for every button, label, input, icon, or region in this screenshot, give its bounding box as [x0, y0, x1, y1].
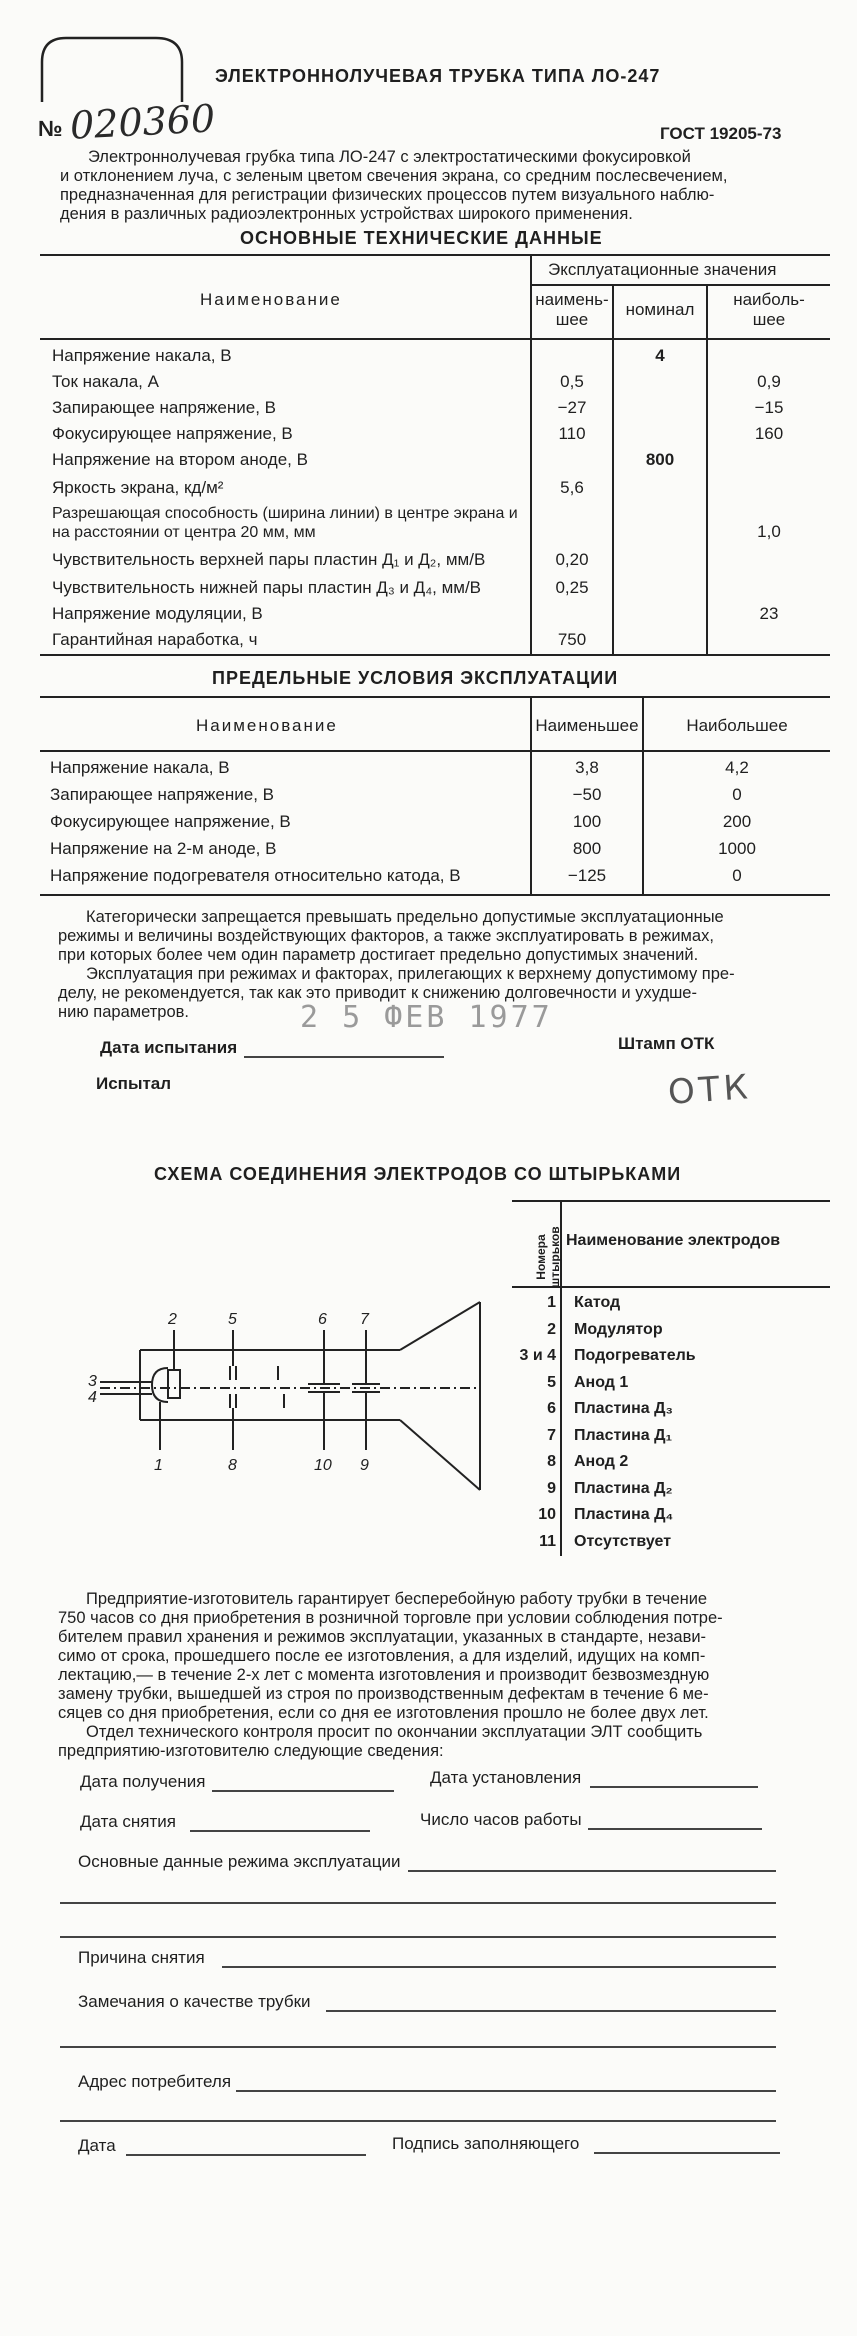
specs-col-name: Наименование [200, 290, 342, 309]
diagram-label-bottom-0: 1 [154, 1457, 163, 1474]
limits-row-max: 4,2 [725, 758, 749, 777]
specs-row-min: 0,25 [555, 578, 589, 597]
specs-row-nom: 4 [655, 346, 665, 365]
scheme-row-pin: 8 [547, 1453, 556, 1470]
scheme-row-pin: 7 [547, 1426, 556, 1444]
scheme-row-pin: 1 [547, 1294, 556, 1311]
scheme-row-name: Отсутствует [574, 1532, 672, 1550]
limits-col-min: Наименьшее [535, 716, 639, 735]
specs-row-name: Разрешающая способность (ширина линии) в центре экрана и на расстоянии от центра 20 мм, мм [52, 505, 518, 541]
specs-group-underline [530, 284, 830, 286]
limits-col-max: Наибольшее [686, 716, 788, 735]
diagram-label-bottom-3: 9 [360, 1457, 369, 1474]
warnings-paragraph: Категорически запрещается превышать предельно допустимые эксплуатационные режимы и величины воздействующих факторов, а также эксплуатировать в режимах, при которых более чем один параметр достигает предельно допустимых значений. Эксплуатация при режимах и факторах, прилегающих к верхнему допустимому пре- делу, не рекомендуется, так как это приводит к снижению долговечности и ухудше- нию параметров. [58, 908, 735, 1021]
form-removed-field[interactable] [190, 1830, 370, 1832]
diagram-label-top-0: 2 [168, 1311, 177, 1328]
limits-top-border [40, 696, 830, 698]
scheme-row-name: Катод [574, 1294, 621, 1311]
form-reason-label: Причина снятия [78, 1948, 205, 1967]
scheme-row-name: Подогреватель [574, 1347, 696, 1364]
test-date-line [244, 1056, 444, 1058]
specs-row-name: Чувствительность верхней пары пластин Д₁ и Д₂, мм/В [52, 550, 486, 569]
guarantee-paragraph: Предприятие-изготовитель гарантирует бесперебойную работу трубки в течение 750 часов со дня приобретения в розничной торговле при условии соблюдения потре- бителем правил хранения и режимов эксплуатации, указанных в стандарте, незави- симо от срока, прошедшего после ее изготовления, а для изделий, идущих на комп- лектацию,— в течение 2-х лет с момента изготовления и производит безвозмездную замену трубки, вышедшей из строя по производственным дефектам в течение 6 ме- сяцев со дня приобретения, если со дня ее изготовления прошло не более двух лет. Отдел технического контроля просит по окончании эксплуатации ЭЛТ сообщить предприятию-изготовителю следующие сведения: [58, 1590, 723, 1760]
specs-header-bottom [40, 338, 830, 340]
limits-row-name: Напряжение подогревателя относительно катода, В [50, 866, 461, 885]
specs-row-name: Ток накала, А [52, 372, 159, 391]
form-received-label: Дата получения [80, 1772, 206, 1791]
diagram-label-bottom-1: 8 [228, 1457, 237, 1474]
specs-row-max: −15 [754, 398, 784, 417]
specs-row-name: Запирающее напряжение, В [52, 398, 276, 417]
form-date-label: Дата [78, 2136, 116, 2155]
specs-row-name: Чувствительность нижней пары пластин Д₃ и Д₄, мм/В [52, 578, 482, 597]
specs-row-min: 5,6 [560, 478, 584, 497]
limits-bottom-border [40, 894, 830, 896]
gost-number: ГОСТ 19205-73 [660, 124, 782, 143]
specs-bottom-border [40, 654, 830, 656]
limits-row-max: 200 [722, 812, 752, 831]
form-remarks-field[interactable] [326, 2010, 776, 2012]
specs-row-min: −27 [557, 398, 587, 417]
scheme-title: СХЕМА СОЕДИНЕНИЯ ЭЛЕКТРОДОВ СО ШТЫРЬКАМИ [154, 1164, 682, 1184]
scheme-row-name: Пластина Д₂ [574, 1479, 673, 1497]
limits-header-bottom [40, 750, 830, 752]
scheme-col-pins: Номера штырьков [534, 1226, 562, 1288]
test-date-stamp: 2 5 ФЕВ 1977 [300, 1000, 553, 1035]
scheme-row-name: Анод 1 [574, 1373, 629, 1391]
form-remarks-label: Замечания о качестве трубки [78, 1992, 311, 2011]
otk-stamp-mark: ОТК [666, 1067, 753, 1113]
stamp-label: Штамп ОТК [618, 1034, 715, 1053]
specs-row-name: Яркость экрана, кд/м² [52, 478, 224, 497]
form-date-field[interactable] [126, 2154, 366, 2156]
document-title: ЭЛЕКТРОННОЛУЧЕВАЯ ТРУБКА ТИПА ЛО-247 [215, 66, 661, 86]
specs-row-max: 160 [754, 424, 784, 443]
specs-col-min: наимень- шее [535, 290, 609, 329]
limits-row-min: −125 [567, 866, 607, 885]
test-date-label: Дата испытания [100, 1038, 238, 1057]
specs-row-max: 0,9 [757, 372, 781, 391]
diagram-label-left-1: 4 [88, 1389, 97, 1406]
corner-cutout-mark [38, 32, 188, 104]
limits-row-max: 0 [732, 785, 742, 804]
form-reason-field[interactable] [222, 1966, 776, 1968]
crt-electrode-diagram [40, 1290, 500, 1510]
scheme-row-name: Пластина Д₄ [574, 1506, 674, 1523]
specs-row-min: 110 [558, 424, 586, 443]
form-removed-label: Дата снятия [80, 1812, 176, 1831]
scheme-row-pin: 11 [539, 1532, 556, 1550]
scheme-row-pin: 9 [547, 1479, 556, 1497]
form-hours-field[interactable] [588, 1828, 762, 1830]
specs-row-min: 0,5 [560, 372, 584, 391]
form-mode-field[interactable] [408, 1870, 776, 1872]
form-signature-field[interactable] [594, 2152, 780, 2154]
scheme-row-pin: 10 [538, 1506, 556, 1523]
form-installed-field[interactable] [590, 1786, 758, 1788]
form-address-field-line2[interactable] [60, 2120, 776, 2122]
limits-row-max: 1000 [718, 839, 756, 858]
scheme-row-pin: 2 [547, 1320, 556, 1338]
limits-title: ПРЕДЕЛЬНЫЕ УСЛОВИЯ ЭКСПЛУАТАЦИИ [212, 668, 619, 688]
specs-title: ОСНОВНЫЕ ТЕХНИЧЕСКИЕ ДАННЫЕ [240, 228, 603, 248]
specs-row-nom: 800 [645, 450, 675, 469]
diagram-label-bottom-2: 10 [314, 1457, 332, 1474]
diagram-label-top-2: 6 [318, 1311, 327, 1328]
form-mode-field-line2[interactable] [60, 1902, 776, 1904]
scheme-row-name: Пластина Д₃ [574, 1400, 673, 1417]
specs-col-max: наиболь- шее [733, 290, 805, 329]
specs-row-name: Гарантийная наработка, ч [52, 630, 258, 649]
limits-row-name: Напряжение накала, В [50, 758, 230, 777]
form-received-field[interactable] [212, 1790, 394, 1792]
specs-row-name: Напряжение на втором аноде, В [52, 450, 308, 469]
diagram-label-top-3: 7 [360, 1311, 369, 1328]
intro-paragraph: Электроннолучевая грубка типа ЛО-247 с электростатическими фокусировкой и отклонением луча, с зеленым цветом свечения экрана, со средним послесвечением, предназначенная для регистрации физических процессов путем визуального наблю- дения в различных радиоэлектронных устройствах широкого применения. [60, 148, 728, 223]
form-mode-field-line3[interactable] [60, 1936, 776, 1938]
specs-row-max: 1,0 [757, 522, 781, 541]
form-remarks-field-line2[interactable] [60, 2046, 776, 2048]
tested-by-label: Испытал [96, 1074, 172, 1093]
limits-row-name: Напряжение на 2-м аноде, В [50, 839, 277, 858]
limits-col-name: Наименование [196, 716, 338, 735]
specs-col-nom: номинал [625, 300, 695, 319]
scheme-row-name: Пластина Д₁ [574, 1426, 673, 1444]
form-signature-label: Подпись заполняющего [392, 2134, 580, 2153]
specs-top-border [40, 254, 830, 256]
specs-row-name: Напряжение модуляции, В [52, 604, 263, 623]
form-mode-label: Основные данные режима эксплуатации [78, 1852, 401, 1871]
limits-row-max: 0 [732, 866, 742, 885]
limits-row-min: 800 [572, 839, 602, 858]
limits-row-min: 100 [572, 812, 602, 831]
scheme-row-pin: 3 и 4 [519, 1347, 556, 1364]
scheme-row-pin: 6 [547, 1400, 556, 1417]
form-address-field[interactable] [236, 2090, 776, 2092]
scheme-row-name: Анод 2 [574, 1453, 629, 1470]
specs-col-group: Эксплуатационные значения [548, 260, 777, 279]
limits-row-name: Запирающее напряжение, В [50, 785, 274, 804]
limits-row-min: −50 [572, 785, 602, 804]
handwritten-serial-number: 020360 [68, 96, 217, 148]
form-address-label: Адрес потребителя [78, 2072, 232, 2091]
number-prefix: № [38, 116, 63, 141]
diagram-label-left-0: 3 [88, 1373, 97, 1390]
limits-row-name: Фокусирующее напряжение, В [50, 812, 291, 831]
diagram-label-top-1: 5 [228, 1311, 237, 1328]
specs-row-max: 23 [759, 604, 779, 623]
scheme-row-name: Модулятор [574, 1320, 663, 1338]
form-installed-label: Дата установления [430, 1768, 582, 1787]
scheme-row-pin: 5 [547, 1373, 556, 1391]
scheme-col-name: Наименование электродов [566, 1232, 781, 1249]
specs-row-name: Напряжение накала, В [52, 346, 232, 365]
limits-row-min: 3,8 [575, 758, 599, 777]
specs-row-name: Фокусирующее напряжение, В [52, 424, 293, 443]
form-hours-label: Число часов работы [420, 1810, 582, 1829]
specs-row-min: 0,20 [555, 550, 589, 569]
specs-row-min: 750 [557, 630, 587, 649]
